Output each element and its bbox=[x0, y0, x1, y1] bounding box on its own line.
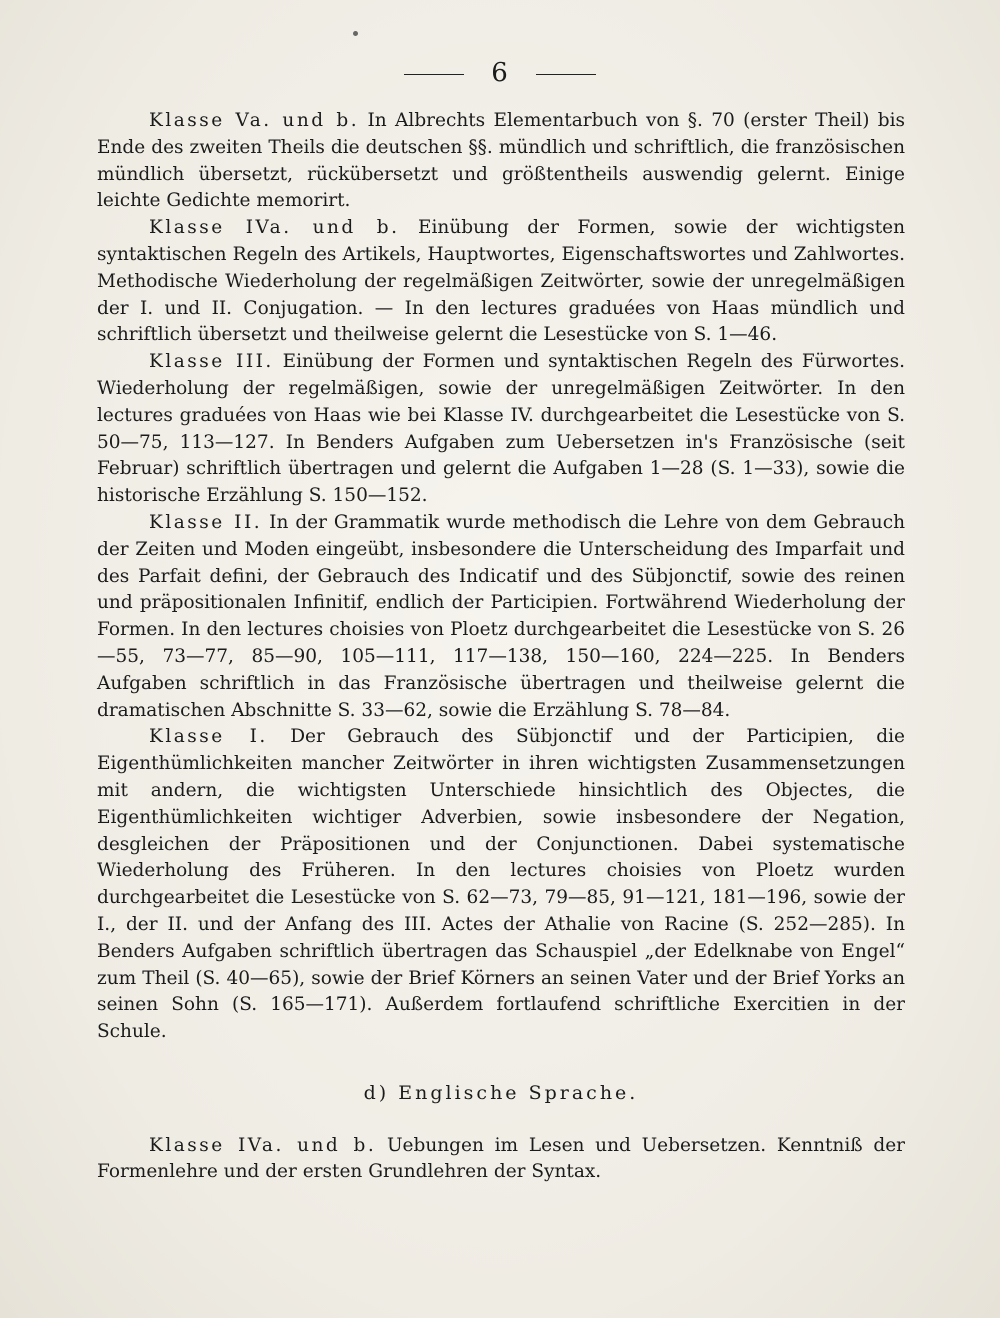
paragraph-text: In Albrechts Elementarbuch von §. 70 (erster Theil) bis Ende des zweiten Theils die deutschen §§. mündlich und schriftlich, die französischen mündlich übersetzt, rückübersetzt und größtentheils auswendig gelernt. Einige leichte Gedichte memorirt. bbox=[97, 110, 905, 212]
paragraph-englisch-klasse-iv bbox=[97, 1133, 905, 1187]
klasse-label: Klasse I. bbox=[149, 726, 268, 748]
paragraph-text: Einübung der Formen und syntaktischen Regeln des Fürwortes. Wiederholung der regelmäßigen, sowie der unregelmäßigen Zeitwörter. In den lectures graduées von Haas wie bei Klasse IV. durchgearbeitet die Lesestücke von S. 50—75, 113—127. In Benders Aufgaben zum Uebersetzen in's Französische (seit Februar) schriftlich übertragen und gelernt die Aufgaben 1—28 (S. 1—33), sowie die historische Erzählung S. 150—152. bbox=[97, 351, 905, 507]
klasse-label: Klasse Va. und b. bbox=[149, 110, 360, 131]
klasse-label: Klasse IVa. und b. bbox=[149, 217, 400, 239]
paragraph-klasse-i bbox=[97, 724, 905, 1046]
paragraph-text: Uebungen im Lesen und Uebersetzen. Kenntniß der Formenlehre und der ersten Grundlehren der Syntax. bbox=[97, 1134, 905, 1183]
header-rule-right bbox=[536, 74, 596, 75]
klasse-label: Klasse III. bbox=[149, 351, 274, 373]
paragraph-text: Einübung der Formen, sowie der wichtigsten syntaktischen Regeln des Artikels, Hauptwortes, Eigenschaftswortes und Zahlwortes. Methodische Wiederholung der regelmäßigen Zeitwörter, sowie der unregelmäßigen der I. und II. Conjugation. — In den lectures graduées von Haas mündlich und schriftlich übersetzt und theilweise gelernt die Lesestücke von S. 1—46. bbox=[97, 217, 906, 346]
paragraph-klasse-ii bbox=[97, 510, 905, 724]
header-rule-left bbox=[404, 74, 464, 75]
section-title-englische-sprache: d) Englische Sprache. bbox=[363, 1081, 639, 1104]
klasse-label: Klasse II. bbox=[149, 511, 263, 533]
print-speck bbox=[353, 31, 358, 36]
paragraph-klasse-v bbox=[97, 108, 905, 215]
paragraph-text: Der Gebrauch des Sübjonctif und der Participien, die Eigenthümlichkeiten mancher Zeitwörter in ihren wichtigsten Zusammensetzungen mit andern, die wichtigsten Unterschiede hinsichtlich des Objectes, die Eigenthümlichkeiten wichtiger Adverbien, sowie insbesondere der Negation, desgleichen der Präpositionen und der Conjunctionen. Dabei systematische Wiederholung des Früheren. In den lectures choisies von Ploetz wurden durchgearbeitet die Lesestücke von S. 62—73, 79—85, 91—121, 181—196, sowie der I., der II. und der Anfang des III. Actes der Athalie von Racine (S. 252—285). In Benders Aufgaben schriftlich übertragen das Schauspiel „der Edelknabe von Engel“ zum Theil (S. 40—65), sowie der Brief Körners an seinen Vater und der Brief Yorks an seinen Sohn (S. 165—171). Außerdem fortlaufend schriftliche Exercitien in der Schule. bbox=[97, 726, 905, 1043]
document-body bbox=[97, 108, 905, 1186]
page-header bbox=[0, 58, 1000, 88]
klasse-label: Klasse IVa. und b. bbox=[149, 1134, 377, 1156]
paragraph-klasse-iv bbox=[97, 215, 905, 349]
paragraph-text: In der Grammatik wurde methodisch die Lehre von dem Gebrauch der Zeiten und Moden eingeübt, insbesondere die Unterscheidung des Imparfait und des Parfait defini, der Gebrauch des Indicatif und des Sübjonctif, sowie des reinen und präpositionalen Infinitif, endlich der Participien. Fortwährend Wiederholung der Formen. In den lectures choisies von Ploetz durchgearbeitet die Lesestücke von S. 26—55, 73—77, 85—90, 105—111, 117—138, 150—160, 224—225. In Benders Aufgaben schriftlich in das Französische übertragen und theilweise gelernt die dramatischen Abschnitte S. 33—62, sowie die Erzählung S. 78—84. bbox=[97, 511, 905, 721]
page-number: 6 bbox=[491, 58, 509, 88]
paragraph-klasse-iii bbox=[97, 349, 905, 510]
